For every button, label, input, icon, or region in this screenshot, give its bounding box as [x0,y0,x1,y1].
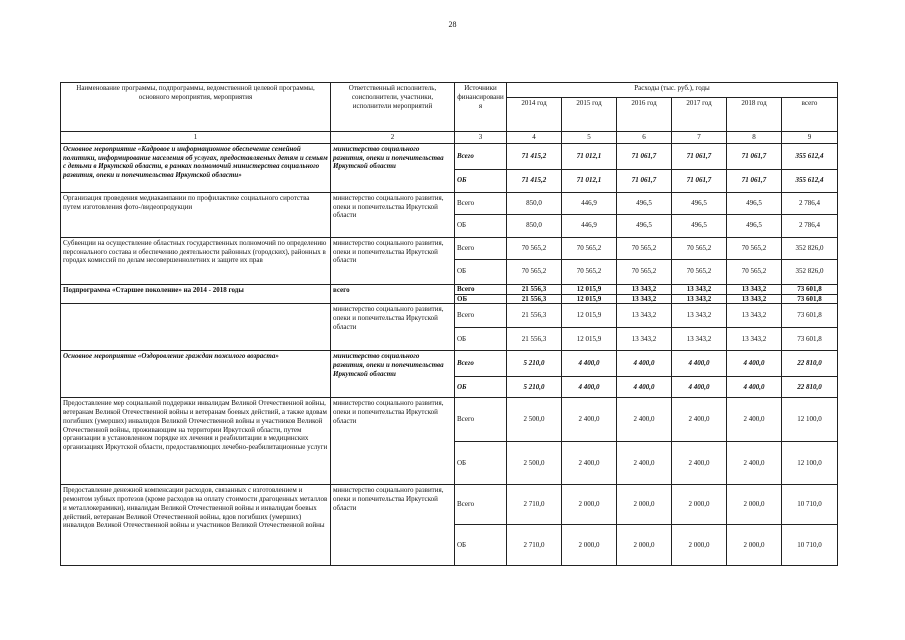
value-cell: 10 710,0 [782,525,838,566]
page-number: 28 [448,20,457,29]
value-cell: 4 400,0 [727,351,782,377]
value-cell: 71 415,2 [507,143,562,169]
value-cell: 2 400,0 [727,442,782,485]
value-cell: 355 612,4 [782,169,838,192]
value-cell: 2 000,0 [727,525,782,566]
row-source: Всего [455,237,507,259]
table-row [61,284,838,294]
row-name: Организация проведения медиакампании по профилактике социального сиротства путем изготовления фото-/видеопродукции [61,192,331,237]
value-cell: 13 343,2 [727,328,782,351]
value-cell: 2 000,0 [562,485,617,525]
row-executor: министерство социального развития, опеки и попечительства Иркутской области [331,485,455,566]
value-cell: 70 565,2 [672,237,727,259]
value-cell: 496,5 [727,214,782,237]
value-cell: 2 000,0 [617,485,672,525]
row-source: Всего [455,284,507,294]
value-cell: 5 210,0 [507,351,562,377]
value-cell: 21 556,3 [507,304,562,328]
value-cell: 2 786,4 [782,192,838,214]
value-cell: 496,5 [672,192,727,214]
column-index-row [61,132,838,144]
table-row [61,237,838,259]
row-executor: министерство социального развития, опеки и попечительства Иркутской области [331,351,455,398]
value-cell: 2 500,0 [507,398,562,442]
row-name: Основное мероприятие «Оздоровление граждан пожилого возраста» [61,351,331,398]
value-cell: 70 565,2 [507,237,562,259]
value-cell: 71 061,7 [727,169,782,192]
value-cell: 13 343,2 [617,328,672,351]
value-cell: 2 400,0 [672,398,727,442]
row-source: ОБ [455,525,507,566]
column-index: 5 [562,132,617,144]
row-executor: министерство социального развития, опеки и попечительства Иркутской области [331,398,455,485]
value-cell: 71 415,2 [507,169,562,192]
value-cell: 73 601,8 [782,294,838,304]
row-name-empty [61,304,331,351]
column-index: 3 [455,132,507,144]
value-cell: 12 100,0 [782,442,838,485]
table-row [61,351,838,377]
row-name: Субвенции на осуществление областных государственных полномочий по определению персонального состава и обеспечению деятельности районных (городских), районных в городах комиссий по делам несовершеннолетних и защите их прав [61,237,331,284]
value-cell: 446,9 [562,214,617,237]
value-cell: 22 810,0 [782,351,838,377]
header-year: 2017 год [672,98,727,132]
header-executor: Ответственный исполнитель, соисполнители, участники, исполнители мероприятий [331,83,455,132]
value-cell: 496,5 [617,214,672,237]
value-cell: 12 015,9 [562,284,617,294]
table-row [61,192,838,214]
value-cell: 21 556,3 [507,328,562,351]
header-year: 2018 год [727,98,782,132]
value-cell: 71 061,7 [727,143,782,169]
value-cell: 2 400,0 [562,398,617,442]
value-cell: 2 000,0 [672,525,727,566]
table-row [61,304,838,328]
header-year: 2015 год [562,98,617,132]
value-cell: 73 601,8 [782,328,838,351]
value-cell: 71 012,1 [562,169,617,192]
value-cell: 70 565,2 [727,259,782,284]
value-cell: 13 343,2 [727,294,782,304]
value-cell: 446,9 [562,192,617,214]
value-cell: 13 343,2 [617,284,672,294]
value-cell: 4 400,0 [617,351,672,377]
column-index: 9 [782,132,838,144]
column-index: 2 [331,132,455,144]
header-source: Источники финансировани я [455,83,507,132]
value-cell: 70 565,2 [672,259,727,284]
value-cell: 2 400,0 [727,398,782,442]
row-executor: министерство социального развития, опеки и попечительства Иркутской области [331,304,455,351]
row-name: Предоставление мер социальной поддержки инвалидам Великой Отечественной войны, ветеранам Великой Отечественной войны и ветеранам боевых действий, а также вдовам погибших (умерших) инвалидов Великой Отечественной войны и участников Великой Отечественной войны, проживающим на территории Иркутской области, путем организации в установленном порядке их лечения и реабилитации в медицинских организациях Иркутской области, предоставляющих лечебно-реабилитационные услуги [61,398,331,485]
value-cell: 2 000,0 [727,485,782,525]
column-index: 8 [727,132,782,144]
row-source: Всего [455,143,507,169]
header-year: 2014 год [507,98,562,132]
row-source: ОБ [455,169,507,192]
value-cell: 496,5 [727,192,782,214]
value-cell: 13 343,2 [727,304,782,328]
expenses-table [60,82,838,566]
value-cell: 4 400,0 [727,377,782,398]
value-cell: 2 000,0 [617,525,672,566]
value-cell: 4 400,0 [562,351,617,377]
value-cell: 496,5 [617,192,672,214]
value-cell: 2 400,0 [617,442,672,485]
row-source: Всего [455,485,507,525]
value-cell: 2 710,0 [507,485,562,525]
value-cell: 13 343,2 [672,304,727,328]
header-total: всего [782,98,838,132]
row-executor: министерство социального развития, опеки и попечительства Иркутской области [331,237,455,284]
value-cell: 2 400,0 [617,398,672,442]
row-name: Подпрограмма «Старшее поколение» на 2014 - 2018 годы [61,284,331,304]
value-cell: 71 061,7 [672,143,727,169]
column-index: 6 [617,132,672,144]
value-cell: 850,0 [507,214,562,237]
value-cell: 352 826,0 [782,259,838,284]
value-cell: 2 786,4 [782,214,838,237]
value-cell: 2 000,0 [562,525,617,566]
column-index: 4 [507,132,562,144]
value-cell: 22 810,0 [782,377,838,398]
value-cell: 13 343,2 [727,284,782,294]
value-cell: 10 710,0 [782,485,838,525]
header-expenses: Расходы (тыс. руб.), годы [507,83,838,98]
value-cell: 2 400,0 [672,442,727,485]
value-cell: 2 500,0 [507,442,562,485]
value-cell: 12 015,9 [562,328,617,351]
value-cell: 2 000,0 [672,485,727,525]
value-cell: 352 826,0 [782,237,838,259]
value-cell: 71 061,7 [617,143,672,169]
table-row [61,143,838,169]
value-cell: 4 400,0 [672,351,727,377]
row-executor: всего [331,284,455,304]
row-executor: министерство социального развития, опеки и попечительства Иркутской области [331,192,455,237]
value-cell: 71 061,7 [672,169,727,192]
value-cell: 13 343,2 [617,304,672,328]
row-name: Основное мероприятие «Кадровое и информационное обеспечение семейной политики, информирование населения об услугах, предоставляемых детям и семьям с детьми в Иркутской области, в рамках полномочий министерства социального развития, опеки и попечительства Иркутской области» [61,143,331,192]
row-source: Всего [455,398,507,442]
value-cell: 70 565,2 [727,237,782,259]
row-source: ОБ [455,328,507,351]
value-cell: 13 343,2 [672,294,727,304]
value-cell: 850,0 [507,192,562,214]
value-cell: 2 710,0 [507,525,562,566]
row-source: ОБ [455,214,507,237]
header-year: 2016 год [617,98,672,132]
value-cell: 12 015,9 [562,304,617,328]
value-cell: 496,5 [672,214,727,237]
row-source: ОБ [455,442,507,485]
table-row [61,485,838,525]
table-row [61,398,838,442]
value-cell: 12 015,9 [562,294,617,304]
header-row [61,83,838,98]
value-cell: 5 210,0 [507,377,562,398]
value-cell: 73 601,8 [782,284,838,294]
value-cell: 21 556,3 [507,284,562,294]
row-source: Всего [455,192,507,214]
header-name: Наименование программы, подпрограммы, ведомственной целевой программы, основного мероприятия, мероприятия [61,83,331,132]
column-index: 7 [672,132,727,144]
value-cell: 70 565,2 [562,259,617,284]
value-cell: 13 343,2 [672,328,727,351]
row-source: Всего [455,304,507,328]
value-cell: 13 343,2 [672,284,727,294]
value-cell: 12 100,0 [782,398,838,442]
value-cell: 4 400,0 [617,377,672,398]
row-source: ОБ [455,294,507,304]
value-cell: 4 400,0 [562,377,617,398]
value-cell: 355 612,4 [782,143,838,169]
row-source: ОБ [455,259,507,284]
value-cell: 70 565,2 [617,237,672,259]
value-cell: 71 012,1 [562,143,617,169]
value-cell: 73 601,8 [782,304,838,328]
row-source: Всего [455,351,507,377]
value-cell: 70 565,2 [617,259,672,284]
column-index: 1 [61,132,331,144]
value-cell: 2 400,0 [562,442,617,485]
value-cell: 70 565,2 [507,259,562,284]
value-cell: 71 061,7 [617,169,672,192]
value-cell: 70 565,2 [562,237,617,259]
value-cell: 21 556,3 [507,294,562,304]
row-name: Предоставление денежной компенсации расходов, связанных с изготовлением и ремонтом зубных протезов (кроме расходов на оплату стоимости драгоценных металлов и металлокерамики), инвалидам Великой Отечественной войны и инвалидам боевых действий, ветеранам Великой Отечественной войны, вдов погибших (умерших) инвалидов Великой Отечественной войны и участников Великой Отечественной войны [61,485,331,566]
value-cell: 4 400,0 [672,377,727,398]
row-source: ОБ [455,377,507,398]
value-cell: 13 343,2 [617,294,672,304]
row-executor: министерство социального развития, опеки и попечительства Иркутской области [331,143,455,192]
